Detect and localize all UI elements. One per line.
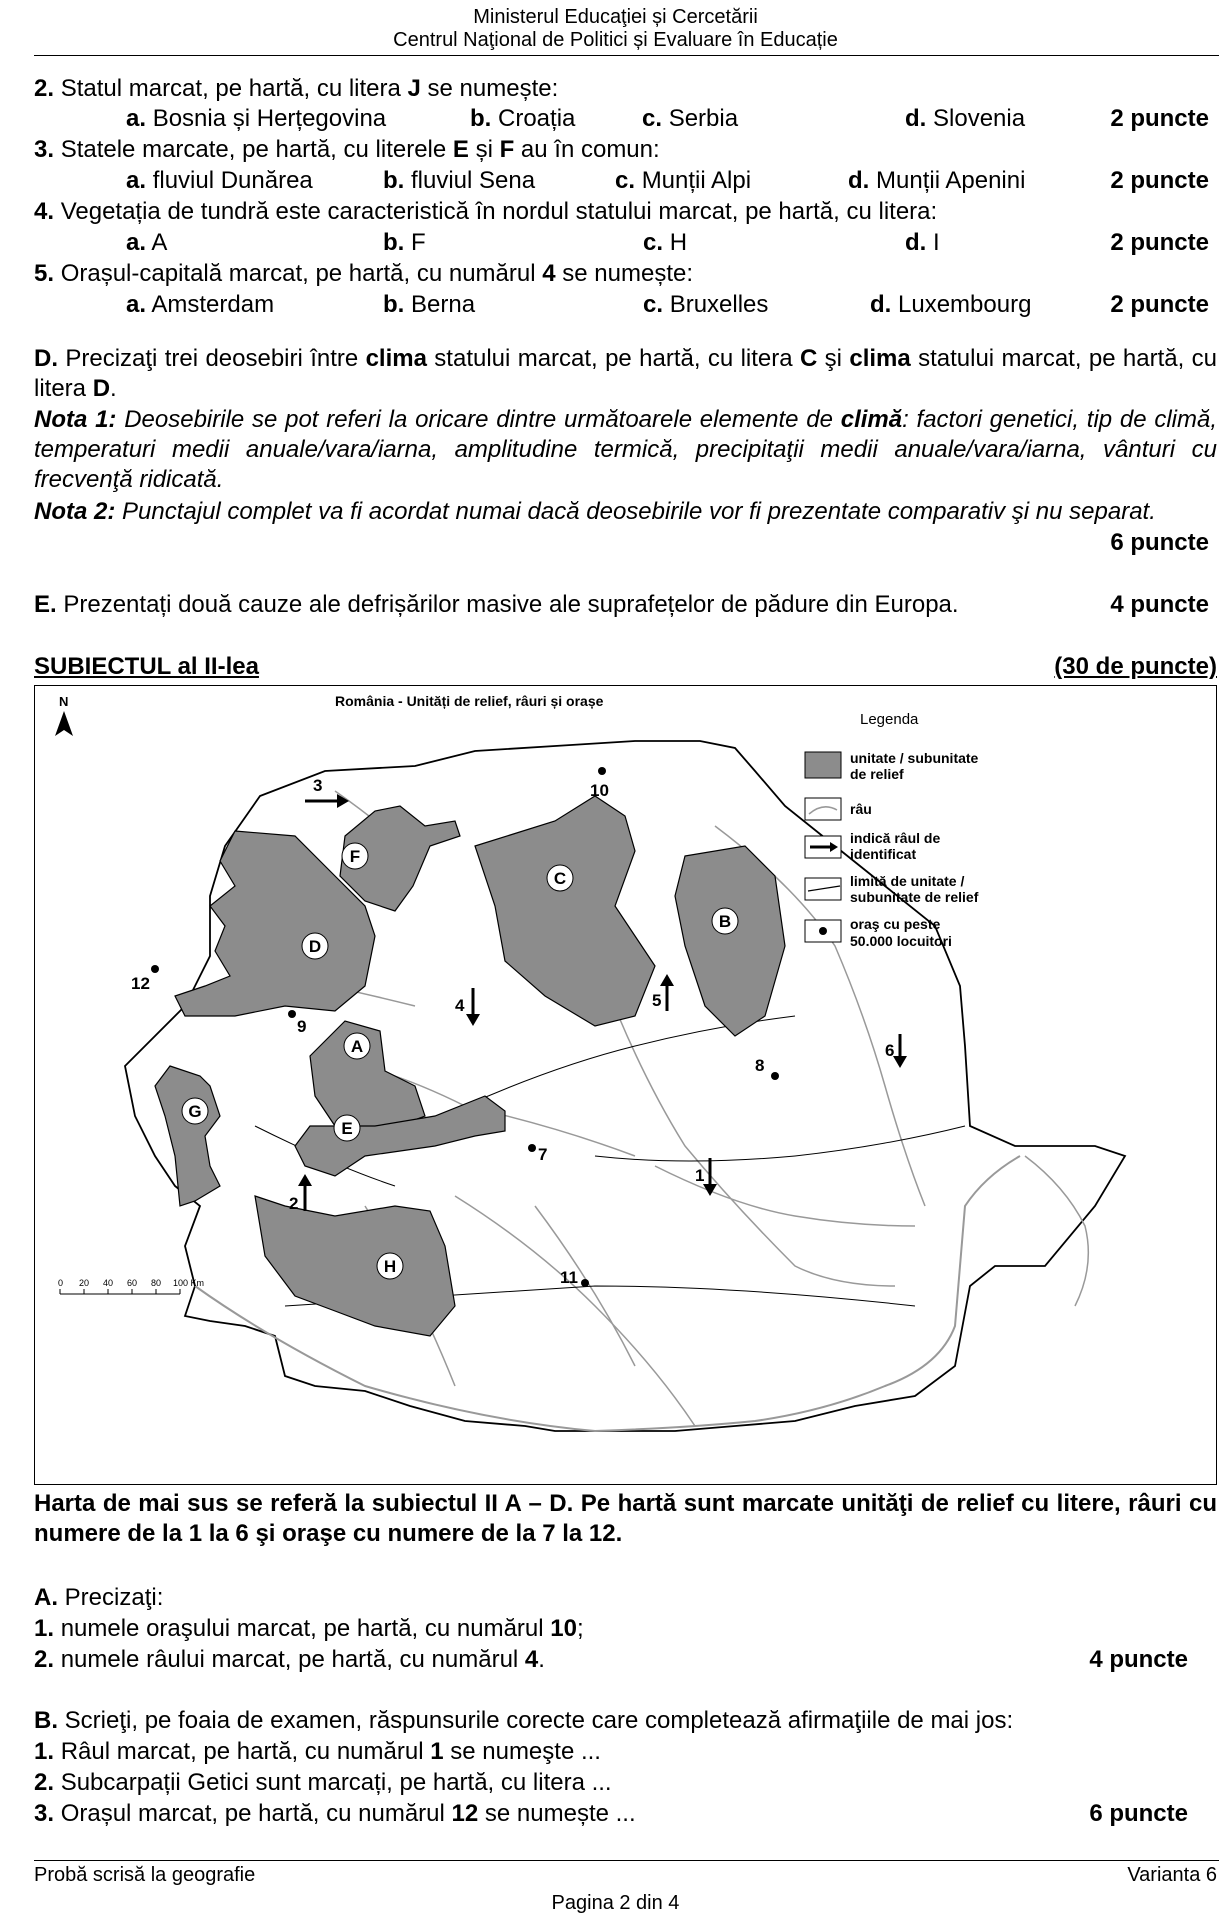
q5-points: 2 puncte [1110,291,1209,318]
relief-unit-C [475,796,655,1026]
city-num-7: 7 [538,1145,548,1164]
q2-points: 2 puncte [1110,105,1209,132]
svg-text:20: 20 [79,1278,90,1288]
q2-option-d: d. Slovenia [905,105,1026,132]
label-D: D [308,937,322,956]
legend-relief-2: de relief [850,766,904,782]
section-2b-item-3: 3. Orașul marcat, pe hartă, cu numărul 12 se numește ... [34,1800,636,1827]
label-F: F [349,847,361,866]
unit-limit [595,1126,965,1161]
q3-option-a: a. fluviul Dunărea [126,167,313,194]
center-header: Centrul Naţional de Politici și Evaluare în Educație [393,29,838,51]
section-2b-item-1: 1. Râul marcat, pe hartă, cu numărul 1 se numeşte ... [34,1738,601,1765]
legend-city-1: oraş cu peste [850,916,941,932]
q3-points: 2 puncte [1110,167,1209,194]
map-caption: Harta de mai sus se referă la subiectul II A – D. Pe hartă sunt marcate unităţi de relief cu litere, râuri cu numere de la 1 la 6 şi oraşe cu numere de la 7 la 12. [34,1490,1217,1547]
north-arrow-icon [55,711,73,736]
label-C: C [553,869,567,888]
svg-text:80: 80 [151,1278,162,1288]
section-2a-points: 4 puncte [1089,1646,1188,1673]
subject-2-title: SUBIECTUL al II-lea [34,653,259,680]
label-H: H [383,1257,397,1276]
river-line [1025,1156,1088,1306]
q5-option-b: b. Berna [383,291,476,318]
q4-points: 2 puncte [1110,229,1209,256]
legend-limit-2: subunitate de relief [850,889,979,905]
section-2b-item-2: 2. Subcarpații Getici sunt marcați, pe hartă, cu litera ... [34,1769,612,1796]
q5-option-a: a. Amsterdam [126,291,275,318]
q4-option-b: b. F [383,229,426,256]
section-2b-intro: B. Scrieţi, pe foaia de examen, răspunsurile corecte care completează afirmaţiile de mai jos: [34,1707,1014,1734]
q5-option-c: c. Bruxelles [643,291,769,318]
question-3: 3. Statele marcate, pe hartă, cu literele E și F au în comun: [34,136,660,163]
city-num-11: 11 [560,1268,578,1287]
ministry-header: Ministerul Educaţiei și Cercetării [473,6,758,28]
legend-river: râu [850,801,872,817]
scale-bar [58,1278,204,1294]
section-2b-points: 6 puncte [1089,1800,1188,1827]
section-e-points: 4 puncte [1110,591,1209,618]
section-e-text: E. Prezentați două cauze ale defrișărilor masive ale suprafețelor de pădure din Europa. [34,591,959,618]
legend-relief-1: unitate / subunitate [850,750,979,766]
q2-option-b: b. Croația [470,105,576,132]
q5-option-d: d. Luxembourg [870,291,1032,318]
map-svg [35,686,1215,1483]
question-2: 2. Statul marcat, pe hartă, cu litera J se numește: [34,75,559,102]
legend-title: Legenda [860,711,919,728]
question-4: 4. Vegetația de tundră este caracteristică în nordul statului marcat, pe hartă, cu litera: [34,198,938,225]
header-rule [34,55,1219,56]
legend-arrow-1: indică râul de [850,830,941,846]
river-num-6: 6 [885,1041,895,1060]
legend-limit-1: limită de unitate / [850,873,965,889]
relief-unit-H [255,1196,455,1336]
section-d-nota1: Nota 1: Deosebirile se pot referi la oricare dintre următoarele elemente de climă: factori genetici, tip de climă, temperaturi medii anuale/vara/iarna, amplitudine termică, precipitaţii medii anuale/vara/iarna, vânturi cu frecvenţă ridicată. [34,406,1218,493]
footer-right: Varianta 6 [1127,1864,1217,1886]
q2-option-c: c. Serbia [642,105,739,132]
footer-left: Probă scrisă la geografie [34,1864,256,1886]
map-legend [805,711,979,949]
city-num-9: 9 [297,1017,307,1036]
city-num-8: 8 [755,1056,765,1075]
relief-unit-G [155,1066,220,1206]
north-label: N [59,694,69,709]
q4-option-d: d. I [905,229,940,256]
river-num-1: 1 [695,1166,705,1185]
river-num-5: 5 [652,991,662,1010]
section-d-text: D. Precizaţi trei deosebiri între clima statului marcat, pe hartă, cu litera C şi clima statului marcat, pe hartă, cu litera D. [34,345,1217,402]
map-title: România - Unități de relief, râuri și orașe [335,693,604,709]
river-num-3: 3 [313,776,323,795]
river-num-2: 2 [289,1194,299,1213]
svg-text:60: 60 [127,1278,138,1288]
city-num-10: 10 [590,781,609,800]
q3-option-c: c. Munții Alpi [615,167,752,194]
section-2a-intro: A. Precizaţi: [34,1584,164,1611]
label-A: A [350,1037,364,1056]
legend-arrow-2: identificat [850,846,917,862]
q4-option-c: c. H [643,229,688,256]
section-2a-item-2: 2. numele râului marcat, pe hartă, cu numărul 4. [34,1646,545,1673]
footer-rule [34,1860,1219,1861]
relief-unit-A [310,1021,425,1131]
river-line [455,1196,695,1426]
footer-page: Pagina 2 din 4 [551,1892,680,1914]
q3-option-b: b. fluviul Sena [383,167,536,194]
q4-option-a: a. A [126,229,168,256]
city-num-12: 12 [131,974,150,993]
svg-text:40: 40 [103,1278,114,1288]
q3-option-d: d. Munții Apenini [848,167,1026,194]
relief-unit-B [675,846,785,1036]
subject-2-points: (30 de puncte) [1054,653,1217,680]
question-5: 5. Orașul-capitală marcat, pe hartă, cu numărul 4 se numește: [34,260,693,287]
river-num-4: 4 [455,996,465,1015]
legend-city-2: 50.000 locuitori [850,933,952,949]
section-d-points: 6 puncte [1110,529,1209,556]
river-line [655,1166,915,1226]
romania-map [34,685,1217,1485]
label-B: B [718,912,732,931]
svg-text:100 Km: 100 Km [173,1278,205,1288]
section-2a-item-1: 1. numele oraşului marcat, pe hartă, cu numărul 10; [34,1615,584,1642]
label-E: E [341,1119,353,1138]
label-G: G [188,1102,202,1121]
q2-option-a: a. Bosnia și Herțegovina [126,105,387,132]
svg-text:0: 0 [58,1278,64,1288]
section-d-nota2: Nota 2: Punctajul complet va fi acordat numai dacă deosebirile vor fi prezentate comparativ şi nu separat. [34,498,1156,525]
